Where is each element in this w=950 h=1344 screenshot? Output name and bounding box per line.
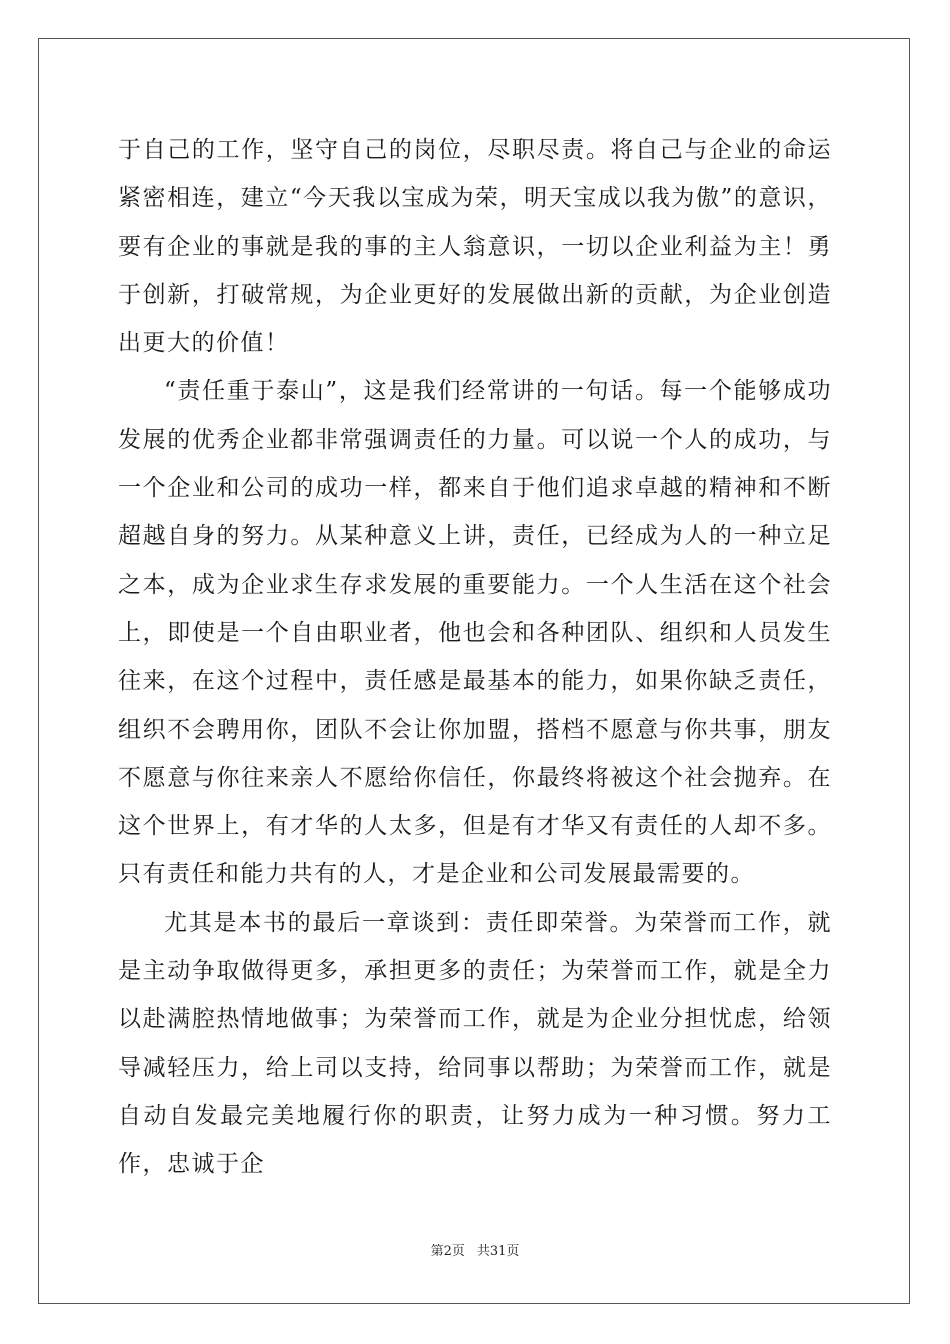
document-body [118, 126, 832, 1189]
page-number: 第2页 [430, 1244, 465, 1259]
page-footer [0, 1240, 950, 1259]
paragraph-1: 于自己的工作，坚守自己的岗位，尽职尽责。将自己与企业的命运紧密相连，建立“今天我以宝成为荣，明天宝成以我为傲”的意识，要有企业的事就是我的事的主人翁意识，一切以企业利益为主！勇于创新，打破常规，为企业更好的发展做出新的贡献，为企业创造出更大的价值！ [118, 137, 832, 357]
total-pages: 共31页 [476, 1244, 520, 1259]
paragraph-2: “责任重于泰山”，这是我们经常讲的一句话。每一个能够成功发展的优秀企业都非常强调责任的力量。可以说一个人的成功，与一个企业和公司的成功一样，都来自于他们追求卓越的精神和不断超越自身的努力。从某种意义上讲，责任，已经成为人的一种立足之本，成为企业求生存求发展的重要能力。一个人生活在这个社会上，即使是一个自由职业者，他也会和各种团队、组织和人员发生往来，在这个过程中，责任感是最基本的能力，如果你缺乏责任，组织不会聘用你，团队不会让你加盟，搭档不愿意与你共事，朋友不愿意与你往来亲人不愿给你信任，你最终将被这个社会抛弃。在这个世界上，有才华的人太多，但是有才华又有责任的人却不多。只有责任和能力共有的人，才是企业和公司发展最需要的。 [118, 378, 832, 888]
paragraph-3: 尤其是本书的最后一章谈到：责任即荣誉。为荣誉而工作，就是主动争取做得更多，承担更多的责任；为荣誉而工作，就是全力以赴满腔热情地做事；为荣誉而工作，就是为企业分担忧虑，给领导减轻压力，给上司以支持，给同事以帮助；为荣誉而工作，就是自动自发最完美地履行你的职责，让努力成为一种习惯。努力工作，忠诚于企 [118, 909, 832, 1178]
